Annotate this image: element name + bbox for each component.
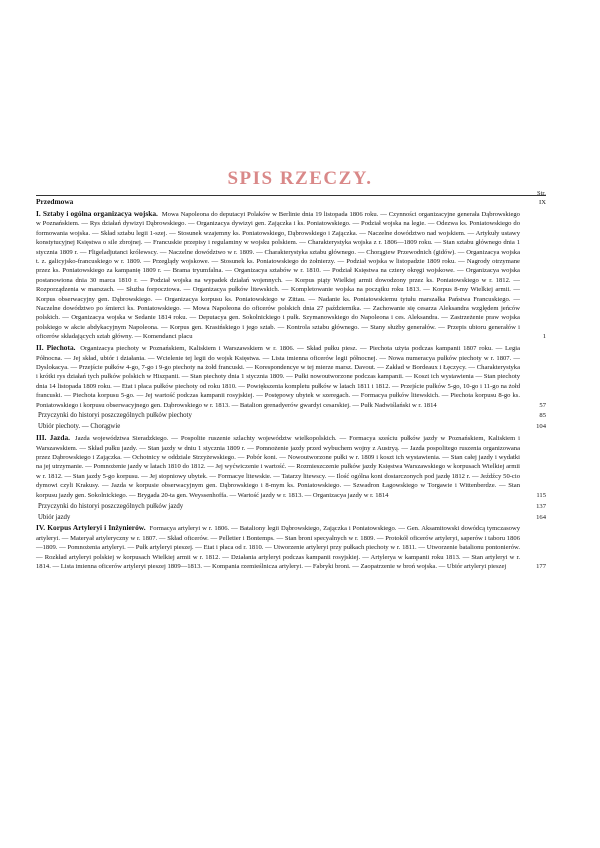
entry-body: Jazda województwa Sieradzkiego. — Pospolite ruszenie szlachty województw wielkopolskich. — Formacya sześciu pułków jazdy w Poznańskiem, Kaliskiem i Warszawskiem. — Skład pułku jazdy. — Stan jazdy w dniu 1 stycznia 1809 r. — Pomnożenie jazdy przed wybuchem wojny z Austryą. — Jazda pospolitego ruszenia organizowana przez Dąbrowskiego i Zajączka. — Ochotnicy w oddziale Strzyżewskiego. — Pobór koni. — Nowoutworzone pułki w r. 1809 i koszt ich wystawienia. — Stan całej jazdy i wydatki na jej utrzymanie. — Pomnożenie jazdy w latach 1810 do 1812. — Jej wyćwiczenie i wartość. — Rozmieszczenie pułków jazdy Księstwa Warszawskiego w korpusach Wielkiej armii w r. 1812. — Stan jazdy 5-go korpusu. — Jej stopniowy ubytek. — Formacye litewskie. — Tatarzy litewscy. — Ilość ogólna koni dostarczonych pod jazdę 1812 r. — Jeźdźcy 50-cio dymowi czyli Krakusy. — Jazda w korpusie obserwacyjnym gen. Dąbrowskiego i 8-mym ks. Poniatowskiego. — Szwadron Łagowskiego w Torgawie i Wittenberdze. — Stan korpusu jazdy gen. Sokolnickiego. — Brygada 20-ta gen. Weyssenhoffa. — Wartość jazdy w r. 1813. — Organizacya jazdy w r. 1814	[36, 435, 521, 499]
entry-body: Ubiór jazdy	[38, 513, 71, 521]
entry-body: Ubiór piechoty. — Chorągwie	[38, 423, 121, 431]
entry-page: 85	[539, 412, 546, 420]
page-column-label: Str.	[537, 190, 546, 197]
toc-entry-sztaby[interactable]	[36, 209, 546, 342]
entry-body: Przyczynki do historyi poszczególnych pułków piechoty	[38, 412, 192, 420]
entry-page: 115	[536, 491, 546, 499]
entry-heading: IV. Korpus Artyleryi i Inżynierów.	[36, 523, 146, 533]
toc-entry-przyczynki-piechoty[interactable]	[36, 411, 546, 420]
toc-entry-ubior-piechoty[interactable]	[36, 422, 546, 431]
toc-entry-artylerya[interactable]	[36, 523, 546, 571]
entry-heading: Przedmowa	[36, 197, 74, 206]
entry-page: 177	[536, 563, 546, 571]
entry-page: IX	[539, 199, 546, 206]
top-rule	[36, 195, 546, 196]
entry-page: 1	[542, 333, 546, 341]
toc-entry-jazda[interactable]	[36, 433, 546, 500]
entry-body: Przyczynki do historyi poszczególnych pułków jazdy	[38, 502, 184, 510]
toc-entry-preface[interactable]	[36, 197, 546, 207]
entry-heading: III. Jazda.	[36, 433, 70, 443]
entry-heading: II. Piechota.	[36, 343, 76, 353]
entry-heading: I. Sztaby i ogólna organizacya wojska.	[36, 208, 158, 218]
entry-page: 137	[536, 502, 546, 510]
table-of-contents	[36, 197, 546, 573]
entry-page: 57	[539, 401, 546, 409]
entry-body: Organizacya piechoty w Poznańskiem, Kaliskiem i Warszawskiem w r. 1806. — Skład pułku piesz. — Piechota użyta podczas kampanii 1807 roku. — Legia Północna. — Jej skład, ubiór i działania. — Wcielenie tej legii do wojsk Księstwa. — Lista imienna oficerów legii północnej. — Nowa numeracya pułków piechoty w r. 1807. — Dyslokacya. — Przejście pułków 4-go, 7-go i 9-go piechoty na żołd francuski. — Korespondencye w tej mierze marsz. Davout. — Zakład w Bordeaux i Łęczycy. — Charakterystyka i krótki rys działań tych pułków polskich w Hiszpanii. — Stan piechoty dnia 1 stycznia 1809. — Pułki nowoutworzone podczas kampanii. — Koszt ich wystawienia — Stan piechoty dnia 14 listopada 1809 roku. — Etat i płaca pułków piechoty od roku 1810. — Powiększenia kompletu pułków w latach 1811 i 1812. — Przejście pułków 5-go, 10-go i 11-go na żołd francuski. — Piechota korpusu 5-go. — Jej wartość podczas kampanii rosyjskiej. — Postępowy ubytek w szeregach. — Formacya pułków litewskich. — Piechota korpusu 8-go ks. Poniatowskiego i korpusu obserwacyjnego gen. Dąbrowskiego w r. 1813. — Batalion grenadyerów gwardyi cesarskiej. — Pułk Nadwiślański w r. 1814	[36, 345, 521, 409]
entry-body: Mowa Napoleona do deputacyi Polaków w Berlinie dnia 19 listopada 1806 roku. — Czynności organizacyjne generała Dąbrowskiego w Poznańskiem. — Rys działań dywizyi Dąbrowskiego. — Organizacya dywizyi gen. Zajączka i ks. Poniatowskiego. — Podział wojska na legie. — Odezwa ks. Poniatowskiego do formowania wojska. — Skład sztabu legii 1-szej. — Stosunek wzajemny ks. Poniatowskiego, Dąbrowskiego i Zajączka. — Naczelne dowództwo nad wojskiem. — Artykuły ustawy konstytucyjnej Księstwa o sile zbrojnej. — Francuskie przepisy i regulaminy w wojsku polskiem. — Charakterystyka wojska z r. 1806—1809 roku. — Stan sztabu głównego dnia 1 stycznia 1809 r. — Fligeladjutanci królewscy. — Naczelne dowództwo w r. 1809. — Charakterystyka sztabu głównego. — Chorągiew Przewodnich (gidów). — Organizacya wojska t. z. galicyjsko-francuskiego w r. 1809. — Przeglądy wojskowe. — Stosunek ks. Poniatowskiego do żołnierzy. — Podział wojska w listopadzie 1809 roku. — Nagrody otrzymane przez ks. Poniatowskiego za kampanię 1809 r. — Brama tryumfalna. — Organizacya sztabów w r. 1810. — Podział Księstwa na cztery okręgi wojskowe. — Organizacya wojska postanowiona dnia 30 marca 1810 r. — Podział wojska na wypadek działań wojennych. — Korpus piąty Wielkiej armii dowodzony przez ks. Poniatowskiego w r. 1812. — Rozporządzenia w marszach. — Służba forpocztowa. — Organizacya pułków litewskich. — Kompletowanie wojska na początku roku 1813. — Korpus 8-my Wielkiej armii. — Korpus obserwacyjny gen. Dąbrowskiego. — Organizacya korpusu ks. Poniatowskiego w Zittau. — Nadanie ks. Poniatowskiemu tytułu marszałka Państwa Francuskiego. — Naczelne dowództwo po śmierci ks. Poniatowskiego. — Mowa Napoleona do oficerów polskich dnia 27 października. — Zachowanie się cesarza Aleksandra względem jeńców polskich. — Organizacya wojska w Sedanie 1814 roku. — Deputacya gen. Sokolnickiego i pułk. Szymanowskiego do Napoleona i ces. Aleksandra. — Zastrzeżenie praw wojska polskiego w akcie abdykacyjnym Napoleona. — Korpus gen. Krasińskiego i jego sztab. — Kontrola sztabu głównego. — Stany służby generałów. — Przepis ubioru generałów i oficerów składających sztab główny. — Komendanci placu	[36, 210, 520, 341]
toc-entry-ubior-jazdy[interactable]	[36, 513, 546, 522]
entry-page: 104	[536, 423, 546, 431]
entry-body: Formacya artyleryi w r. 1806. — Bataliony legii Dąbrowskiego, Zajączka i Poniatowskiego. — Gen. Aksamitowski dowódcą tymczasowy artyleryi. — Materyał artyleryczny w r. 1807. — Skład oficerów. — Pelletier i Bontemps. — Stan broni specyalnych w r. 1809. — Protokół oficerów artyleryi, saperów i taboru 1806—1809. — Pomnożenia artyleryi. — Pułk artyleryi pieszej. — Etat i płaca od r. 1810. — Utworzenie artyleryi przy pułkach piechoty w r. 1811. — Utworzenie batalionu pontonierów. — Rozkład artyleryi polskiej w korpusach Wielkiej armii w r. 1812. — Działania artyleryi podczas kampanii rosyjskiej. — Artylerya w kampanii roku 1813. — Stan artyleryi w r. 1814. — Lista imienna oficerów artyleryi pieszej 1809—1813. — Kompania rzemieślnicza artyleryi. — Fabryki broni. — Zaopatrzenie w broń wojska. — Ubiór artyleryi pieszej	[36, 525, 520, 571]
entry-page: 164	[536, 513, 546, 521]
page-title: SPIS RZECZY.	[227, 168, 373, 189]
toc-entry-przyczynki-jazdy[interactable]	[36, 502, 546, 511]
toc-entry-piechota[interactable]	[36, 343, 546, 410]
